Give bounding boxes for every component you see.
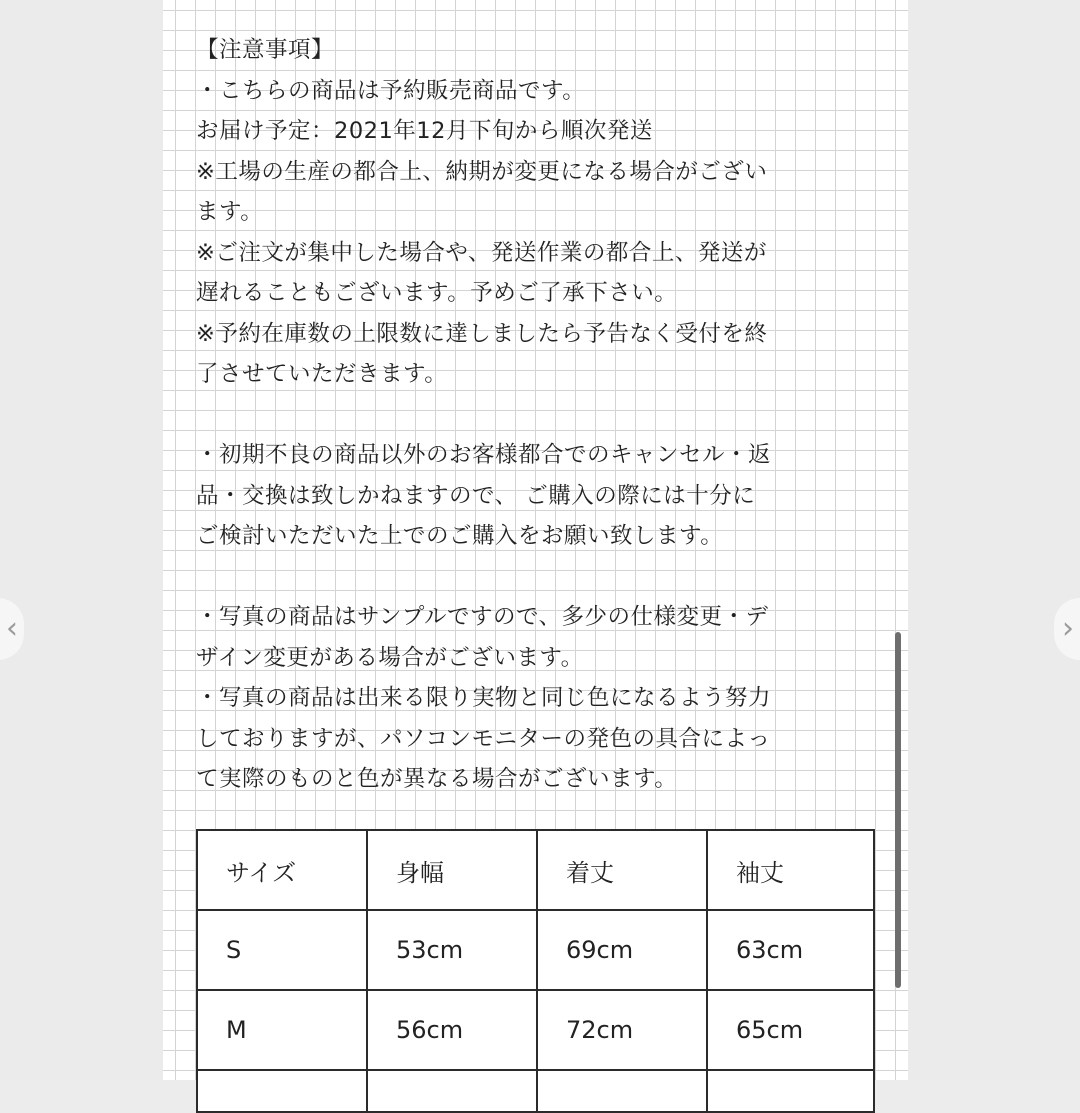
empty-cell (197, 1070, 367, 1112)
notice-line: ザイン変更がある場合がございます。 (196, 644, 584, 671)
empty-cell (367, 1070, 537, 1112)
body-width-cell: 53cm (367, 910, 537, 990)
notice-line: 遅れることもございます。予めご了承下さい。 (196, 280, 678, 306)
notice-line: ※予約在庫数の上限数に達しましたら予告なく受付を終 (196, 320, 768, 347)
header-size: サイズ (197, 830, 367, 910)
table-header-row (197, 830, 874, 910)
paragraph-gap (196, 395, 886, 436)
table-row-cut-off (197, 1070, 874, 1112)
body-width-cell: 56cm (367, 990, 537, 1070)
empty-cell (537, 1070, 707, 1112)
length-cell: 69cm (537, 910, 707, 990)
notice-line: ご検討いただいた上でのご購入をお願い致します。 (196, 523, 724, 549)
chevron-right-icon: › (1062, 611, 1074, 646)
empty-cell (707, 1070, 874, 1112)
notice-line: ※工場の生産の都合上、納期が変更になる場合がござい (196, 158, 768, 185)
notice-heading: 【注意事項】 (196, 37, 335, 63)
notice-line: ・初期不良の商品以外のお客様都合でのキャンセル・返 (196, 442, 772, 468)
notice-line: 了させていただきます。 (196, 361, 448, 387)
notice-line: ・写真の商品はサンプルですので、多少の仕様変更・デ (196, 604, 769, 630)
notice-line: て実際のものと色が異なる場合がございます。 (196, 766, 678, 792)
paragraph-gap (196, 557, 886, 598)
length-cell: 72cm (537, 990, 707, 1070)
size-cell: M (197, 990, 367, 1070)
notice-line: ・こちらの商品は予約販売商品です。 (196, 77, 586, 104)
vertical-scrollbar[interactable] (895, 632, 901, 988)
header-body-width: 身幅 (367, 830, 537, 910)
chevron-left-icon: ‹ (6, 611, 18, 646)
header-length: 着丈 (537, 830, 707, 910)
notice-line: お届け予定：2021年12月下旬から順次発送 (196, 118, 653, 144)
size-chart-table (196, 829, 875, 1113)
notice-line: ※ご注文が集中した場合や、発送作業の都合上、発送が (196, 239, 767, 266)
sleeve-length-cell: 65cm (707, 990, 874, 1070)
notice-line: 品・交換は致しかねますので、 ご購入の際には十分に (196, 482, 756, 509)
table-row (197, 910, 874, 990)
notice-line: ます。 (196, 199, 264, 225)
header-sleeve-length: 袖丈 (707, 830, 874, 910)
notice-line: ・写真の商品は出来る限り実物と同じ色になるよう努力 (196, 685, 772, 711)
sleeve-length-cell: 63cm (707, 910, 874, 990)
notice-line: しておりますが、パソコンモニターの発色の具合によっ (196, 725, 771, 752)
table-row (197, 990, 874, 1070)
notice-text (196, 30, 886, 800)
size-cell: S (197, 910, 367, 990)
